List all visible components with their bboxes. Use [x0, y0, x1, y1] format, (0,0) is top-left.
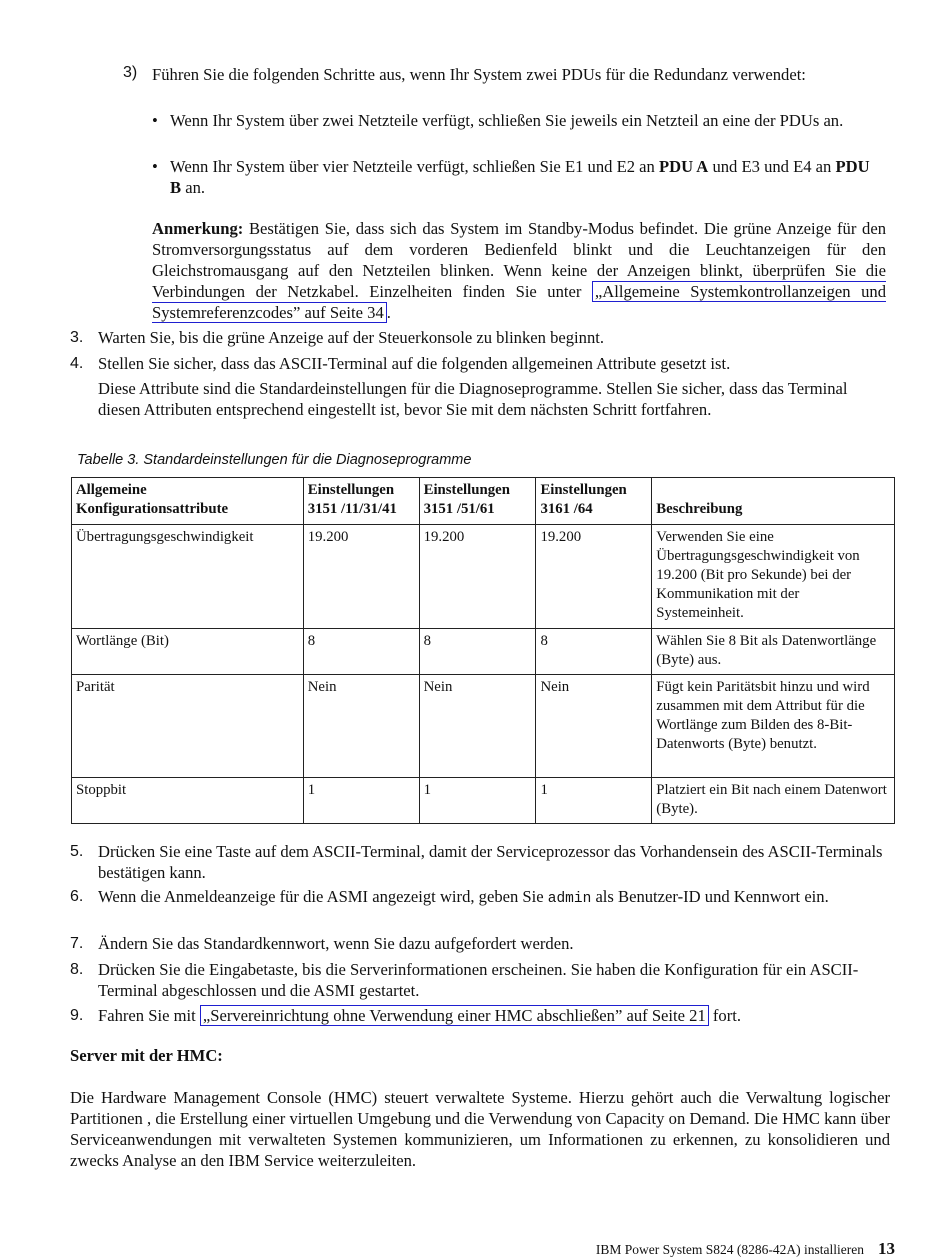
table-cell: Fügt kein Paritätsbit hinzu und wird zusammen mit dem Attribut für die Wortlänge zum Bilden des 8-Bit-Datenworts (Byte) benutzt. — [652, 675, 895, 778]
table-row — [72, 525, 895, 629]
table-cell: Stoppbit — [72, 778, 304, 824]
table-cell: Nein — [536, 675, 652, 778]
table-row — [72, 629, 895, 675]
admin-code: admin — [547, 891, 592, 907]
pdu-a-label: PDU A — [658, 157, 709, 176]
table-cell: Wortlänge (Bit) — [72, 629, 304, 675]
table-cell: Verwenden Sie eine Übertragungsgeschwindigkeit von 19.200 (Bit pro Sekunde) bei der Kommunikation mit der Systemeinheit. — [652, 525, 895, 629]
step-text-part: fort. — [708, 1006, 742, 1025]
hmc-paragraph: Die Hardware Management Console (HMC) steuert verwaltete Systeme. Hierzu gehört auch die Verwaltung logischer Partitionen , die Erstellung einer virtuellen Umgebung und die Verwendung von Capacity on Demand. Die HMC kann über Serviceanwendungen mit verwalteten Systemen kommunizieren, um Informationen zu erkennen, zu konsolidieren und zwecks Analyse an den IBM Service weiterzuleiten. — [70, 1088, 890, 1170]
substep-text: Führen Sie die folgenden Schritte aus, wenn Ihr System zwei PDUs für die Redundanz verwendet: — [152, 65, 806, 84]
table-cell: 8 — [419, 629, 536, 675]
step-text: Warten Sie, bis die grüne Anzeige auf der Steuerkonsole zu blinken beginnt. — [98, 328, 605, 347]
step-text — [98, 1005, 898, 1026]
step-text-part: als Benutzer-ID und Kennwort ein. — [591, 887, 829, 906]
step-text-part: Fahren Sie mit — [98, 1006, 200, 1025]
table-cell: 19.200 — [419, 525, 536, 629]
step-text: Drücken Sie eine Taste auf dem ASCII-Terminal, damit der Serviceprozessor das Vorhandensein des ASCII-Terminals bestätigen kann. — [98, 842, 883, 882]
step-number: 3. — [70, 329, 84, 346]
bullet-text — [170, 156, 882, 198]
bullet-text-part: an. — [181, 178, 206, 197]
table-cell: Parität — [72, 675, 304, 778]
table-cell: 8 — [303, 629, 419, 675]
step-text-part: Wenn die Anmeldeanzeige für die ASMI angezeigt wird, geben Sie — [98, 887, 548, 906]
table-cell: Übertragungsgeschwindigkeit — [72, 525, 304, 629]
table-row — [72, 778, 895, 824]
step-number: 9. — [70, 1007, 84, 1024]
table-cell: Platziert ein Bit nach einem Datenwort (Byte). — [652, 778, 895, 824]
bullet-text: Wenn Ihr System über zwei Netzteile verfügt, schließen Sie jeweils ein Netzteil an eine der PDUs an. — [170, 111, 844, 130]
table-row — [72, 675, 895, 778]
bullet-text-part: und E3 und E4 an — [708, 157, 836, 176]
table-cell: Nein — [303, 675, 419, 778]
bullet-icon: • — [152, 111, 158, 130]
pdu-b-label: PDU B — [170, 157, 870, 197]
step-number: 4. — [70, 355, 84, 372]
table-cell: 8 — [536, 629, 652, 675]
section-heading: Server mit der HMC: — [70, 1046, 223, 1065]
note-text: Bestätigen Sie, dass sich das System im Standby-Modus befindet. Die grüne Anzeige für den Stromversorgungsstatus auf dem vorderen Bedienfeld blinkt und die Leuchtanzeigen für den Gleichstromausgang auf den Netzteilen blinken. Wenn keine der Anzeigen blinkt, überprüfen Sie die Verbindungen der Netzkabel. Einzelheiten finden Sie unter — [152, 219, 886, 301]
step-number: 6. — [70, 888, 84, 905]
server-setup-link[interactable]: „Servereinrichtung ohne Verwendung einer HMC abschließen” auf Seite 21 — [200, 1005, 709, 1026]
step-4-paragraph: Diese Attribute sind die Standardeinstellungen für die Diagnoseprogramme. Stellen Sie sicher, dass das Terminal diesen Attributen entsprechend eingestellt ist, bevor Sie mit dem nächsten Schritt fortfahren. — [98, 379, 848, 419]
note-paragraph — [152, 218, 886, 323]
substep-number: 3) — [123, 64, 138, 81]
step-text: Ändern Sie das Standardkennwort, wenn Sie dazu aufgefordert werden. — [98, 934, 574, 953]
header-cell: Allgemeine Konfigurationsattribute — [72, 478, 304, 525]
bullet-icon: • — [152, 157, 158, 176]
table-header-row — [72, 478, 895, 525]
bullet-text-part: Wenn Ihr System über vier Netzteile verfügt, schließen Sie E1 und E2 an — [170, 157, 659, 176]
table-cell: Wählen Sie 8 Bit als Datenwortlänge (Byte) aus. — [652, 629, 895, 675]
step-text — [98, 886, 898, 910]
table-cell: 19.200 — [303, 525, 419, 629]
header-cell: Einstellungen 3151 /51/61 — [419, 478, 536, 525]
page-footer — [596, 1239, 895, 1259]
table-cell: 1 — [536, 778, 652, 824]
step-number: 5. — [70, 843, 84, 860]
step-number: 8. — [70, 961, 84, 978]
step-text: Drücken Sie die Eingabetaste, bis die Serverinformationen erscheinen. Sie haben die Konfiguration für ein ASCII-Terminal abgeschlossen und die ASMI gestartet. — [98, 960, 859, 1000]
table-cell: 1 — [419, 778, 536, 824]
table-caption: Tabelle 3. Standardeinstellungen für die Diagnoseprogramme — [77, 452, 472, 468]
footer-title: IBM Power System S824 (8286-42A) installieren — [595, 1242, 864, 1257]
step-text: Stellen Sie sicher, dass das ASCII-Terminal auf die folgenden allgemeinen Attribute gesetzt ist. — [98, 354, 731, 373]
note-label: Anmerkung: — [152, 219, 244, 238]
settings-table — [71, 477, 895, 824]
page-number: 13 — [878, 1239, 895, 1258]
system-indicators-link[interactable]: „Allgemeine Systemkontrollanzeigen und Systemreferenzcodes” auf Seite 34 — [152, 282, 886, 322]
header-cell: Einstellungen 3151 /11/31/41 — [303, 478, 419, 525]
header-cell: Beschreibung — [652, 478, 895, 525]
table-cell: Nein — [419, 675, 536, 778]
table-cell: 19.200 — [536, 525, 652, 629]
step-number: 7. — [70, 935, 84, 952]
header-cell: Einstellungen 3161 /64 — [536, 478, 652, 525]
table-cell: 1 — [303, 778, 419, 824]
note-end: . — [386, 303, 391, 322]
